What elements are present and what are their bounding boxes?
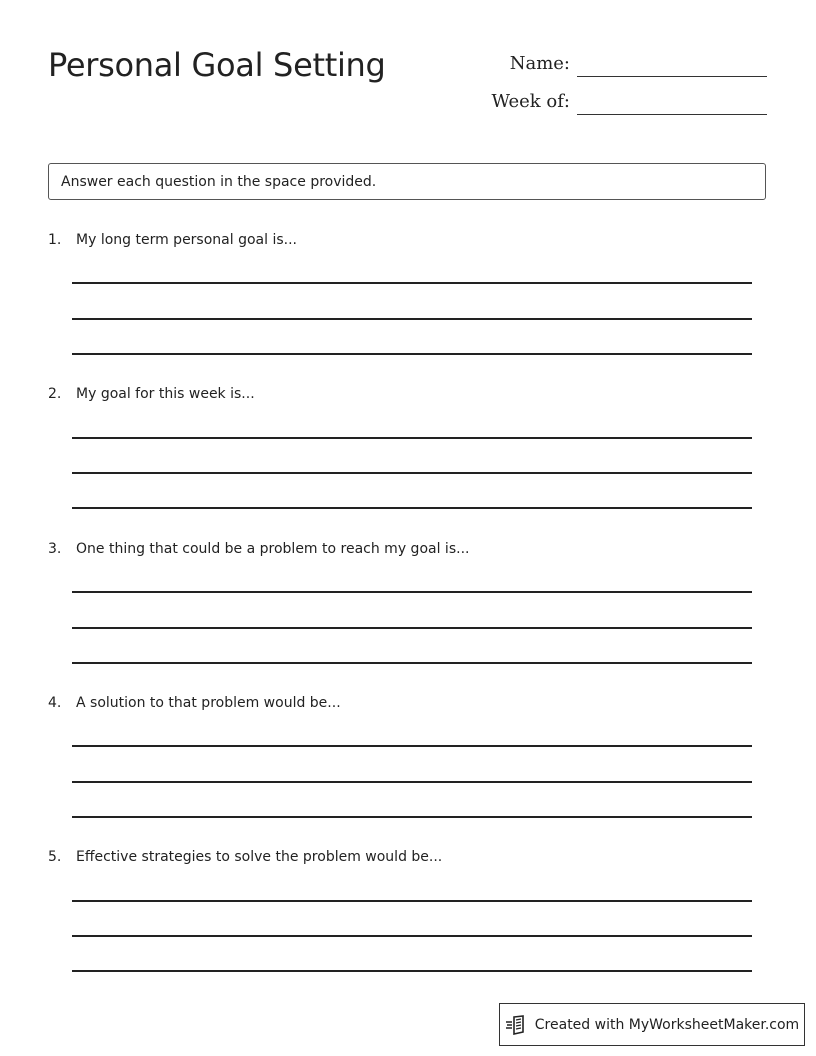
answer-line[interactable] bbox=[72, 781, 752, 783]
page-title: Personal Goal Setting bbox=[48, 46, 386, 84]
question-number: 2. bbox=[48, 386, 62, 402]
week-label: Week of: bbox=[491, 91, 570, 112]
answer-line[interactable] bbox=[72, 472, 752, 474]
book-icon bbox=[505, 1015, 527, 1035]
answer-line[interactable] bbox=[72, 591, 752, 593]
question-text: My long term personal goal is... bbox=[76, 232, 297, 248]
question-number: 4. bbox=[48, 695, 62, 711]
footer-text: Created with MyWorksheetMaker.com bbox=[534, 1016, 800, 1033]
answer-line[interactable] bbox=[72, 282, 752, 284]
name-field bbox=[480, 53, 570, 77]
answer-line[interactable] bbox=[72, 437, 752, 439]
week-field bbox=[470, 91, 570, 115]
question-number: 3. bbox=[48, 541, 62, 557]
answer-line[interactable] bbox=[72, 816, 752, 818]
question-number: 1. bbox=[48, 232, 62, 248]
answer-line[interactable] bbox=[72, 970, 752, 972]
name-input-line[interactable] bbox=[577, 76, 767, 77]
question-text: Effective strategies to solve the problem would be... bbox=[76, 849, 443, 865]
answer-line[interactable] bbox=[72, 507, 752, 509]
question-text: My goal for this week is... bbox=[76, 386, 255, 402]
week-input-line[interactable] bbox=[577, 114, 767, 115]
answer-line[interactable] bbox=[72, 662, 752, 664]
answer-line[interactable] bbox=[72, 627, 752, 629]
answer-line[interactable] bbox=[72, 900, 752, 902]
answer-line[interactable] bbox=[72, 318, 752, 320]
answer-line[interactable] bbox=[72, 745, 752, 747]
answer-line[interactable] bbox=[72, 353, 752, 355]
footer-credit[interactable] bbox=[499, 1003, 805, 1046]
answer-line[interactable] bbox=[72, 935, 752, 937]
question-number: 5. bbox=[48, 849, 62, 865]
instructions-box: Answer each question in the space provided. bbox=[48, 163, 766, 200]
question-text: One thing that could be a problem to reach my goal is... bbox=[76, 541, 470, 557]
question-text: A solution to that problem would be... bbox=[76, 695, 341, 711]
name-label: Name: bbox=[509, 53, 570, 74]
